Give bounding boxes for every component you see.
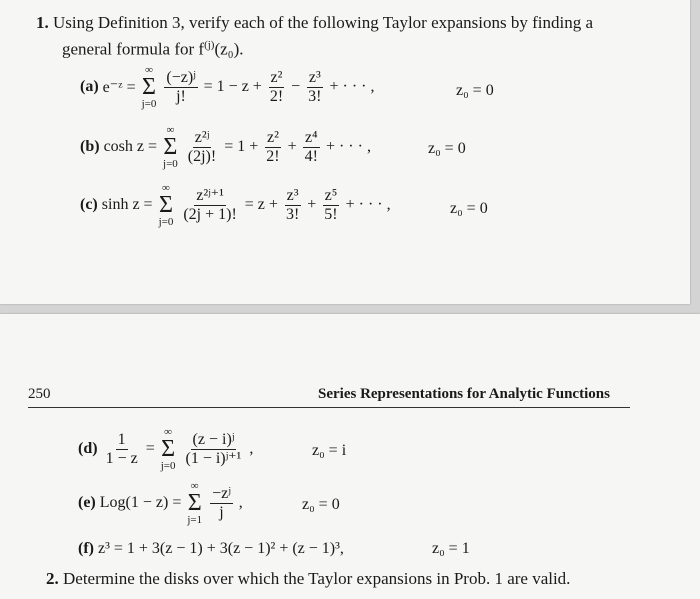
z0-d: z₀ = i bbox=[312, 442, 347, 459]
sum-symbol: ∞ Σ j=0 bbox=[163, 124, 178, 170]
sum-symbol: ∞ Σ j=0 bbox=[158, 182, 174, 228]
page-bottom bbox=[0, 314, 700, 599]
z0-a: z₀ = 0 bbox=[456, 82, 494, 99]
equation-d: (d) $\frac{1}{1 - z}$ = ∞ Σ j=0 $\frac{\text{(z − i)ʲ}}{\text{(1 − i)ʲ⁺¹}}$ , bbox=[78, 426, 254, 472]
equation-b: (b) cosh z = ∞ Σ j=0 $\frac{\text{z²ʲ}}{(2j)!}$ = 1 + $\frac{\text{z²}}{2!}$ + $\frac{\text{z⁴}}{4!}$ + · · · , bbox=[80, 124, 371, 170]
equation-e: (e) Log(1 − z) = ∞ Σ j=1 $\frac{\text{−zʲ}}{j}$ , bbox=[78, 480, 243, 526]
sum-symbol: ∞ Σ j=1 bbox=[187, 480, 203, 526]
equation-a: (a) e⁻ᶻ = ∞ Σ j=0 $\frac{\text{(−z)ʲ}}{j!}$ = 1 − z + $\frac{\text{z²}}{2!}$ − $\frac{\text{z³}}{3!}$ + · · · , bbox=[80, 64, 375, 110]
header-rule bbox=[28, 407, 630, 408]
problem-2-text: Determine the disks over which the Taylor expansions in Prob. 1 are valid. bbox=[63, 569, 571, 588]
z0-e: z₀ = 0 bbox=[302, 496, 340, 513]
problem-2-number: 2. bbox=[46, 569, 59, 588]
z0-c: z₀ = 0 bbox=[450, 200, 488, 217]
equation-c: (c) sinh z = ∞ Σ j=0 $\frac{\text{z²ʲ⁺¹}}{(2j + 1)!}$ = z + $\frac{\text{z³}}{3!}$ + $\frac{\text{z⁵}}{5!}$ + · · · , bbox=[80, 182, 391, 228]
problem-2 bbox=[46, 568, 570, 590]
equation-f: (f) z³ = 1 + 3(z − 1) + 3(z − 1)² + (z − 1)³, bbox=[78, 540, 344, 557]
sum-symbol: ∞ Σ j=0 bbox=[141, 64, 157, 110]
sum-symbol: ∞ Σ j=0 bbox=[160, 426, 176, 472]
problem-1-line2: general formula for $f^{(j)}(z_0)$. bbox=[62, 39, 244, 59]
problem-1-number: 1. bbox=[36, 13, 49, 32]
z0-b: z₀ = 0 bbox=[428, 140, 466, 157]
running-head: Series Representations for Analytic Functions bbox=[318, 386, 610, 402]
z0-f: z₀ = 1 bbox=[432, 540, 470, 557]
page-number: 250 bbox=[28, 386, 51, 402]
problem-1-text: Using Definition 3, verify each of the following Taylor expansions by finding a bbox=[53, 13, 594, 32]
problem-1-line1 bbox=[36, 12, 593, 34]
